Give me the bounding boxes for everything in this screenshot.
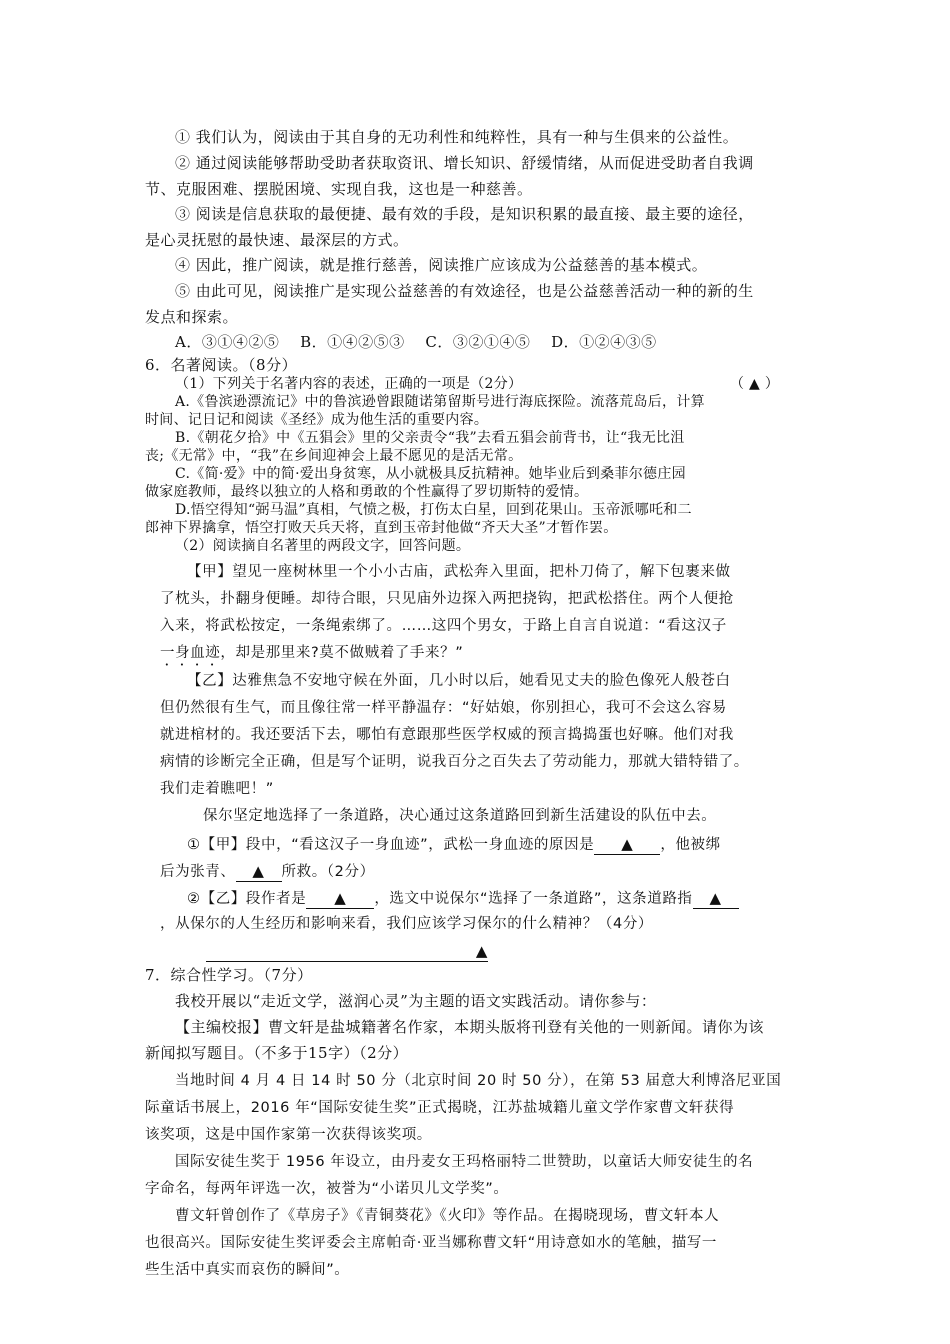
- passage-yi-line-2: 但仍然很有生气，而且像往常一样平静温存：“好姑娘，你别担心，我可不会这么容易: [160, 700, 727, 716]
- q6-2-question-2-line-2: ，从保尔的人生经历和影响来看，我们应该学习保尔的什么精神？（4分）: [160, 916, 654, 932]
- q6-option-a1: A.《鲁滨逊漂流记》中的鲁滨逊曾跟随诺第留斯号进行海底探险。流落荒岛后，计算: [175, 394, 705, 410]
- q6-2-q2-text-2: ，选文中说保尔“选择了一条道路”，这条道路指: [374, 891, 693, 907]
- triangle-mark: ▲: [709, 889, 722, 907]
- emphasized-phrase: 一身血迹: [160, 645, 221, 661]
- passage-jia-line-4: [160, 645, 463, 669]
- news-para-2-line-1: 国际安徒生奖于 1956 年设立，由丹麦女王玛格丽特二世赞助，以童话大师安徒生的名: [175, 1154, 754, 1170]
- q5-options: A．③①④②⑤ B．①④②⑤③ C．③②①④⑤ D．①②④③⑤: [175, 333, 657, 351]
- q6-2-question-2-line-1: [187, 889, 739, 909]
- q6-option-d2: 郎神下界擒拿，悟空打败天兵天将，直到玉帝封他做“齐天大圣”才暂作罢。: [145, 520, 618, 536]
- q6-2-q1-text-4: 所救。（2分）: [281, 864, 375, 880]
- q6-2-q1-text-2: ，他被绑: [660, 837, 721, 853]
- passage-jia-line-3: 入来，将武松按定，一条绳索绑了。……这四个男女，于路上自言自说道：“看这汉子: [160, 618, 727, 634]
- q6-option-d1: D.悟空得知“弼马温”真相，气愤之极，打伤太白星，回到花果山。玉帝派哪吒和二: [175, 502, 692, 518]
- q5-statement-3a: ③ 阅读是信息获取的最便捷、最有效的手段，是知识积累的最直接、最主要的途径，: [175, 205, 754, 223]
- news-para-2-line-2: 字命名，每两年评选一次，被誉为“小诺贝儿文学奖”。: [145, 1181, 509, 1197]
- q7-title: 7．综合性学习。（7分）: [145, 966, 313, 984]
- q6-option-c2: 做家庭教师，最终以独立的人格和勇敢的个性赢得了罗切斯特的爱情。: [145, 484, 589, 500]
- passage-jia-line-1: 【甲】望见一座树林里一个小小古庙，武松奔入里面，把朴刀倚了，解下包裹来做: [187, 564, 731, 580]
- q6-2-q1-text-3: 后为张青、: [160, 864, 236, 880]
- q6-answer-bracket[interactable]: （ ▲ ）: [730, 376, 780, 392]
- answer-blank-3[interactable]: [306, 889, 374, 909]
- passage-jia-line-4-rest: ，却是那里来?莫不做贼着了手来？”: [220, 645, 464, 661]
- news-para-1-line-2: 际童话书展上，2016 年“国际安徒生奖”正式揭晓，江苏盐城籍儿童文学作家曹文轩获得: [145, 1100, 735, 1116]
- q7-task-line-1: 【主编校报】曹文轩是盐城籍著名作家，本期头版将刊登有关他的一则新闻。请你为该: [175, 1018, 765, 1036]
- triangle-mark: ▲: [475, 942, 488, 960]
- passage-jia-line-2: 了枕头，扑翻身便睡。却待合眼，只见庙外边探入两把挠钩，把武松搭住。两个人便抢: [160, 591, 734, 607]
- q5-statement-2a: ② 通过阅读能够帮助受助者获取资讯、增长知识、舒缓情绪，从而促进受助者自我调: [175, 154, 754, 172]
- q5-statement-2b: 节、克服困难、摆脱困境、实现自我，这也是一种慈善。: [145, 180, 533, 198]
- answer-line-5[interactable]: [206, 942, 488, 962]
- q6-option-b2: 丧;《无常》中，“我”在乡间迎神会上最不愿见的是活无常。: [145, 448, 523, 464]
- q6-2-question-1-line-1: [187, 835, 721, 855]
- q6-option-c1: C.《简·爱》中的简·爱出身贫寒，从小就极具反抗精神。她毕业后到桑菲尔德庄园: [175, 466, 686, 482]
- q7-intro: 我校开展以“走近文学，滋润心灵”为主题的语文实践活动。请你参与：: [175, 992, 657, 1010]
- passage-yi-line-6: 保尔坚定地选择了一条道路，决心通过这条道路回到新生活建设的队伍中去。: [203, 808, 717, 824]
- q6-sub1: （1）下列关于名著内容的表述，正确的一项是（2分）: [175, 376, 523, 392]
- passage-yi-line-1: 【乙】达雅焦急不安地守候在外面，几小时以后，她看见丈夫的脸色像死人般苍白: [187, 673, 731, 689]
- answer-blank-2[interactable]: [236, 862, 282, 882]
- q6-2-question-1-line-2: [160, 862, 375, 882]
- q5-statement-5b: 发点和探索。: [145, 308, 239, 326]
- q5-statement-4: ④ 因此，推广阅读，就是推行慈善，阅读推广应该成为公益慈善的基本模式。: [175, 256, 708, 274]
- passage-yi-line-5: 我们走着瞧吧！”: [160, 781, 274, 797]
- q7-task-line-2: 新闻拟写题目。（不多于15字）（2分）: [145, 1044, 409, 1062]
- q6-title: 6．名著阅读。（8分）: [145, 356, 298, 374]
- answer-blank-1[interactable]: [594, 835, 660, 855]
- q5-statement-1: ① 我们认为，阅读由于其自身的无功利性和纯粹性，具有一种与生俱来的公益性。: [175, 128, 739, 146]
- news-para-1-line-3: 该奖项，这是中国作家第一次获得该奖项。: [145, 1127, 432, 1143]
- q5-statement-3b: 是心灵抚慰的最快速、最深层的方式。: [145, 231, 409, 249]
- news-para-1-line-1: 当地时间 4 月 4 日 14 时 50 分（北京时间 20 时 50 分），在第 53 届意大利博洛尼亚国: [175, 1073, 782, 1089]
- passage-yi-line-4: 病情的诊断完全正确，但是写个证明，说我百分之百失去了劳动能力，那就大错特错了。: [160, 754, 749, 770]
- q5-statement-5a: ⑤ 由此可见，阅读推广是实现公益慈善的有效途径，也是公益慈善活动一种的新的生: [175, 282, 754, 300]
- triangle-mark: ▲: [621, 835, 634, 853]
- q6-2-q2-text: ②【乙】段作者是: [187, 891, 307, 907]
- q6-option-a2: 时间、记日记和阅读《圣经》成为他生活的重要内容。: [145, 412, 489, 428]
- passage-yi-line-3: 就进棺材的。我还要活下去，哪怕有意跟那些医学权威的预言捣捣蛋也好嘛。他们对我: [160, 727, 734, 743]
- news-para-3-line-1: 曹文轩曾创作了《草房子》《青铜葵花》《火印》等作品。在揭晓现场，曹文轩本人: [175, 1208, 720, 1224]
- q6-sub2: （2）阅读摘自名著里的两段文字，回答问题。: [175, 538, 471, 554]
- q6-2-q1-text: ①【甲】段中，“看这汉子一身血迹”，武松一身血迹的原因是: [187, 837, 595, 853]
- triangle-mark: ▲: [252, 862, 265, 880]
- news-para-3-line-3: 些生活中真实而哀伤的瞬间”。: [145, 1262, 350, 1278]
- answer-blank-4[interactable]: [693, 889, 739, 909]
- triangle-mark: ▲: [334, 889, 347, 907]
- news-para-3-line-2: 也很高兴。国际安徒生奖评委会主席帕奇·亚当娜称曹文轩“用诗意如水的笔触，描写一: [145, 1235, 718, 1251]
- q6-option-b1: B.《朝花夕拾》中《五猖会》里的父亲责令“我”去看五猖会前背书，让“我无比沮: [175, 430, 685, 446]
